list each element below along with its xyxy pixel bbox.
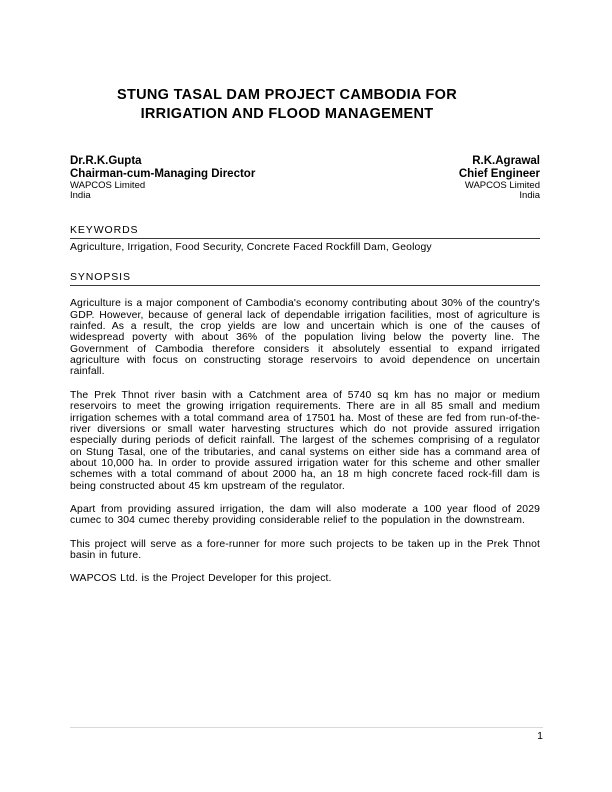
synopsis-heading: SYNOPSIS [70, 271, 540, 286]
page-number: 1 [537, 730, 543, 742]
synopsis-paragraph: Agriculture is a major component of Cambodia's economy contributing about 30% of the country's GDP. However, because of general lack of dependable irrigation facilities, most of agriculture is rainfed. As a result, the crop yields are low and uncertain which is one of the causes of widespread poverty with about 36% of the population living below the poverty line. The Government of Cambodia therefore considers it absolutely essential to expand irrigated agriculture with focus on constructing storage reservoirs to avoid dependence on uncertain rainfall. [70, 298, 540, 378]
author-role: Chief Engineer [458, 168, 540, 180]
author-right [459, 155, 540, 201]
author-organization: WAPCOS Limited [464, 180, 540, 191]
footer-divider [70, 727, 543, 728]
author-block [70, 155, 540, 201]
synopsis-paragraph: Apart from providing assured irrigation, the dam will also moderate a 100 year flood of 2029 cumec to 304 cumec thereby providing considerable relief to the population in the downstream. [70, 503, 540, 527]
author-country: India [519, 190, 540, 201]
author-role: Chairman-cum-Managing Director [70, 168, 256, 180]
paper-title-line2: IRRIGATION AND FLOOD MANAGEMENT [140, 105, 434, 122]
synopsis-paragraph: WAPCOS Ltd. is the Project Developer for this project. [70, 573, 332, 585]
page-footer [70, 727, 543, 742]
author-country: India [70, 190, 91, 201]
keywords-section [70, 224, 540, 253]
paper-title [70, 86, 504, 123]
author-name: R.K.Agrawal [472, 155, 540, 167]
keywords-text: Agriculture, Irrigation, Food Security, Concrete Faced Rockfill Dam, Geology [70, 242, 432, 253]
author-organization: WAPCOS Limited [70, 180, 146, 191]
author-left [70, 155, 255, 201]
page-content [70, 0, 540, 585]
author-name: Dr.R.K.Gupta [70, 155, 142, 167]
synopsis-body [70, 298, 540, 584]
synopsis-paragraph: This project will serve as a fore-runner for more such projects to be taken up in the Prek Thnot basin in future. [70, 538, 540, 561]
paper-title-line1: STUNG TASAL DAM PROJECT CAMBODIA FOR [116, 87, 457, 103]
keywords-heading: KEYWORDS [70, 224, 540, 239]
synopsis-section [70, 271, 540, 584]
synopsis-paragraph: The Prek Thnot river basin with a Catchment area of 5740 sq km has no major or medium reservoirs to meet the growing irrigation requirements. There are in all 85 small and medium irrigation schemes with a total command area of 17501 ha. Most of these are fed from run-of-the-river diversions or small water harvesting structures which do not provide assured irrigation especially during periods of deficit rainfall. The largest of the schemes comprising of a regulator on Stung Tasal, one of the tributaries, and canal systems on either side has a command area of about 10,000 ha. In order to provide assured irrigation water for this scheme and other smaller schemes with a total command of about 2000 ha, an 18 m high concrete faced rock-fill dam is being constructed about 45 km upstream of the regulator. [70, 389, 540, 492]
